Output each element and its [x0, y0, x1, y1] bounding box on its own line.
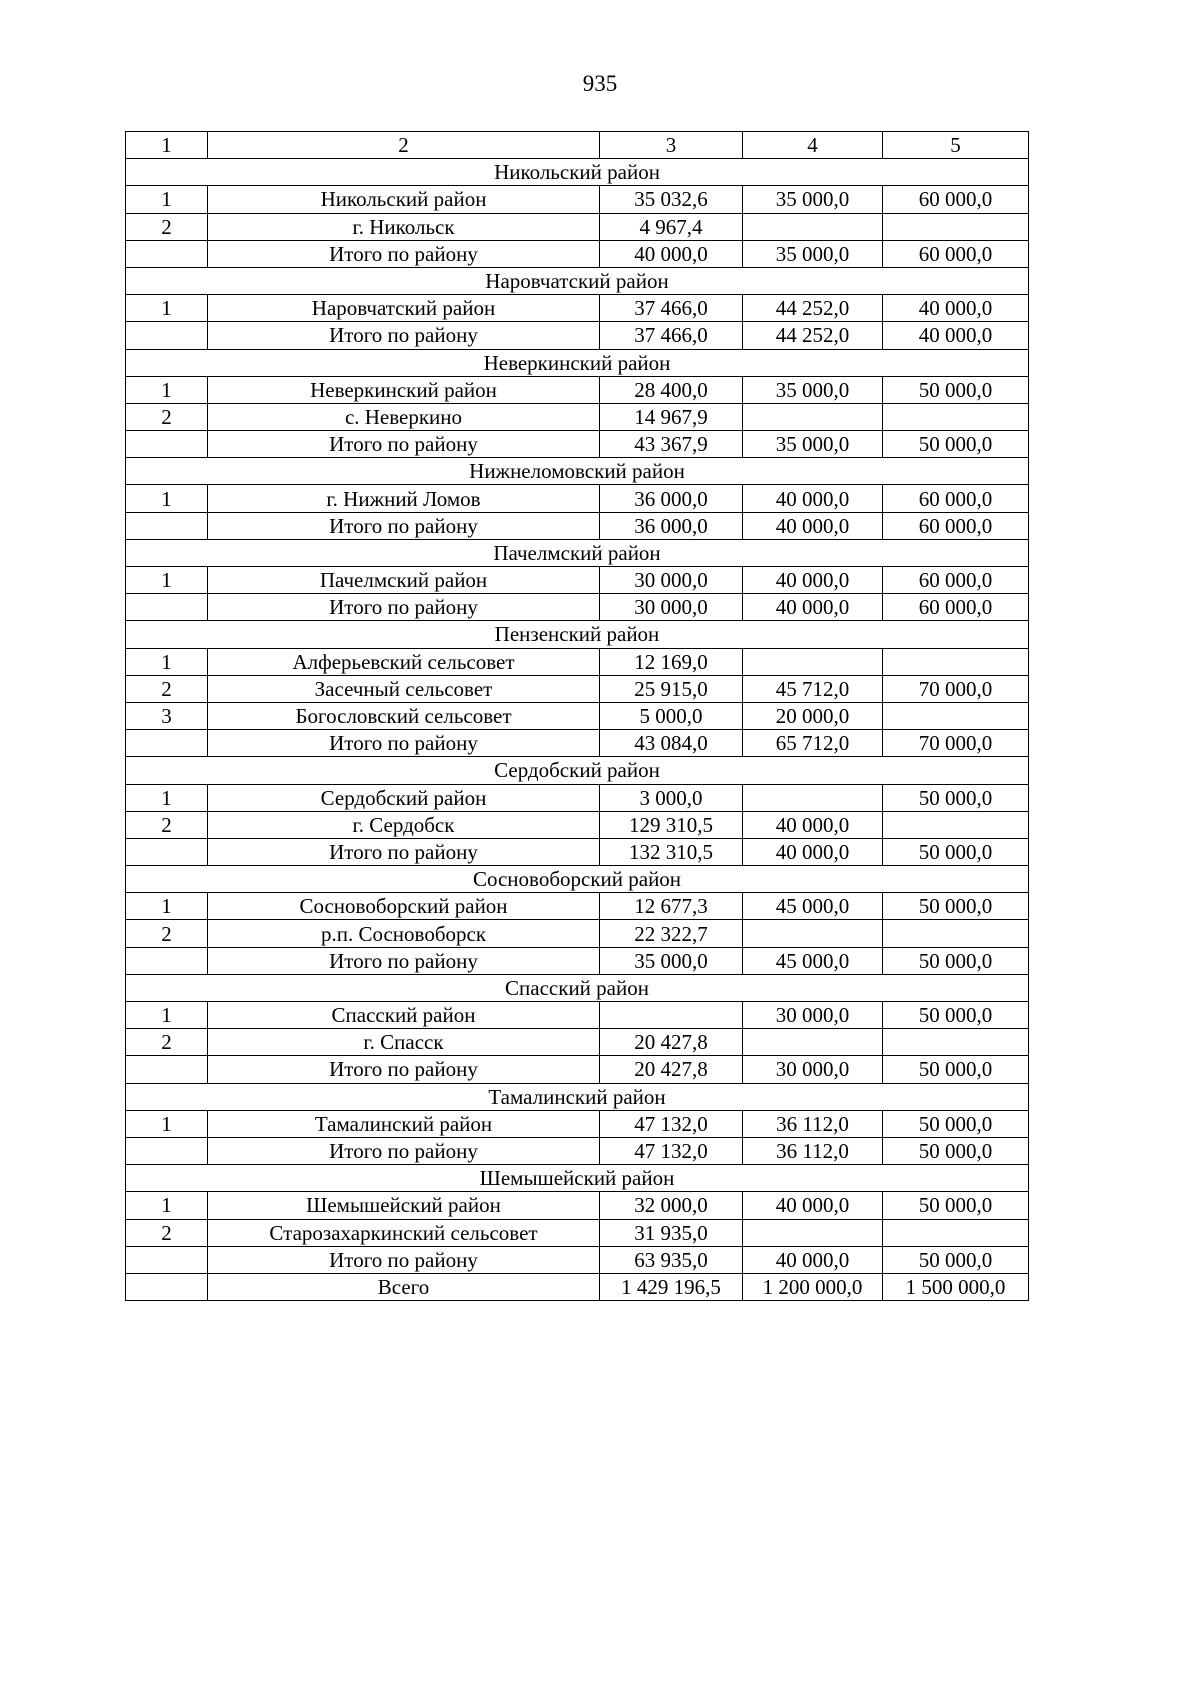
- subtotal-row: [126, 240, 1029, 267]
- table-cell-col-4: 40 000,0: [743, 567, 883, 594]
- table-cell-col-1: 1: [126, 648, 208, 675]
- table-cell-col-4: 45 000,0: [743, 893, 883, 920]
- table-cell-col-5: 50 000,0: [883, 1137, 1029, 1164]
- table-cell-col-5: [883, 811, 1029, 838]
- table-cell-col-4: [743, 213, 883, 240]
- section-title: Пачелмский район: [126, 539, 1029, 566]
- table-cell-col-5: 50 000,0: [883, 893, 1029, 920]
- table-cell-col-5: 50 000,0: [883, 431, 1029, 458]
- table-cell-col-2: Сердобский район: [208, 784, 600, 811]
- table-cell-col-2: Алферьевский сельсовет: [208, 648, 600, 675]
- table-row: [126, 648, 1029, 675]
- table-row: [126, 186, 1029, 213]
- table-cell-col-5: 60 000,0: [883, 186, 1029, 213]
- table-cell-col-2: р.п. Сосновоборск: [208, 920, 600, 947]
- table-cell-col-4: 40 000,0: [743, 838, 883, 865]
- section-title-row: [126, 159, 1029, 186]
- section-title-row: [126, 621, 1029, 648]
- table-cell-col-4: [743, 1219, 883, 1246]
- table-cell-col-3: 20 427,8: [600, 1056, 743, 1083]
- table-cell-col-5: 60 000,0: [883, 567, 1029, 594]
- section-title: Спасский район: [126, 974, 1029, 1001]
- table-cell-col-4: 35 000,0: [743, 186, 883, 213]
- table-cell-col-3: 12 169,0: [600, 648, 743, 675]
- table-cell-col-2: Итого по району: [208, 838, 600, 865]
- table-cell-col-2: г. Нижний Ломов: [208, 485, 600, 512]
- table-cell-col-2: г. Сердобск: [208, 811, 600, 838]
- table-cell-col-1: 1: [126, 1002, 208, 1029]
- table-cell-col-5: 50 000,0: [883, 838, 1029, 865]
- table-cell-col-4: 30 000,0: [743, 1056, 883, 1083]
- table-row: [126, 1002, 1029, 1029]
- table-row: [126, 784, 1029, 811]
- table-cell-col-5: 1 500 000,0: [883, 1273, 1029, 1300]
- table-cell-col-3: 37 466,0: [600, 322, 743, 349]
- table-cell-col-4: 45 000,0: [743, 947, 883, 974]
- table-cell-col-5: [883, 1029, 1029, 1056]
- table-cell-col-2: Итого по району: [208, 322, 600, 349]
- table-cell-col-4: 35 000,0: [743, 376, 883, 403]
- section-title: Сосновоборский район: [126, 866, 1029, 893]
- table-cell-col-3: 37 466,0: [600, 295, 743, 322]
- table-cell-col-3: 4 967,4: [600, 213, 743, 240]
- table-cell-col-5: [883, 920, 1029, 947]
- table-cell-col-4: 44 252,0: [743, 295, 883, 322]
- table-row: [126, 485, 1029, 512]
- table-cell-col-2: Итого по району: [208, 730, 600, 757]
- table-cell-col-1: 1: [126, 1110, 208, 1137]
- subtotal-row: [126, 1056, 1029, 1083]
- table-row: [126, 376, 1029, 403]
- table-cell-col-3: 47 132,0: [600, 1110, 743, 1137]
- table-cell-col-1: [126, 240, 208, 267]
- table-cell-col-1: 1: [126, 132, 208, 159]
- table-cell-col-5: 50 000,0: [883, 1246, 1029, 1273]
- table-cell-col-4: 40 000,0: [743, 512, 883, 539]
- table-cell-col-5: 70 000,0: [883, 675, 1029, 702]
- table-cell-col-3: 36 000,0: [600, 512, 743, 539]
- table-cell-col-3: 31 935,0: [600, 1219, 743, 1246]
- section-title-row: [126, 539, 1029, 566]
- section-title-row: [126, 974, 1029, 1001]
- district-table: [125, 131, 1029, 1301]
- table-cell-col-2: Никольский район: [208, 186, 600, 213]
- table-cell-col-1: [126, 730, 208, 757]
- table-cell-col-4: 45 712,0: [743, 675, 883, 702]
- subtotal-row: [126, 322, 1029, 349]
- table-row: [126, 295, 1029, 322]
- table-cell-col-2: Итого по району: [208, 512, 600, 539]
- table-cell-col-1: 2: [126, 213, 208, 240]
- table-cell-col-5: [883, 213, 1029, 240]
- subtotal-row: [126, 730, 1029, 757]
- table-cell-col-3: 47 132,0: [600, 1137, 743, 1164]
- table-cell-col-4: 40 000,0: [743, 1246, 883, 1273]
- table-cell-col-2: Пачелмский район: [208, 567, 600, 594]
- table-cell-col-5: 50 000,0: [883, 784, 1029, 811]
- table-cell-col-1: 2: [126, 811, 208, 838]
- table-cell-col-5: 60 000,0: [883, 485, 1029, 512]
- table-cell-col-3: 129 310,5: [600, 811, 743, 838]
- section-title-row: [126, 267, 1029, 294]
- page-number: 935: [582, 71, 618, 96]
- table-row: [126, 675, 1029, 702]
- table-row: [126, 920, 1029, 947]
- section-title-row: [126, 349, 1029, 376]
- grand-total-row: [126, 1273, 1029, 1300]
- table-cell-col-3: 35 000,0: [600, 947, 743, 974]
- table-row: [126, 403, 1029, 430]
- table-row: [126, 1219, 1029, 1246]
- section-title-row: [126, 1083, 1029, 1110]
- table-row: [126, 702, 1029, 729]
- table-cell-col-1: 2: [126, 920, 208, 947]
- table-cell-col-5: 50 000,0: [883, 1002, 1029, 1029]
- table-cell-col-4: 35 000,0: [743, 431, 883, 458]
- table-cell-col-3: 22 322,7: [600, 920, 743, 947]
- table-cell-col-1: 2: [126, 403, 208, 430]
- table-cell-col-5: 60 000,0: [883, 512, 1029, 539]
- table-cell-col-2: Итого по району: [208, 1056, 600, 1083]
- table-cell-col-3: 35 032,6: [600, 186, 743, 213]
- table-cell-col-3: 14 967,9: [600, 403, 743, 430]
- table-row: [126, 1029, 1029, 1056]
- table-cell-col-5: 60 000,0: [883, 240, 1029, 267]
- table-cell-col-4: 35 000,0: [743, 240, 883, 267]
- table-cell-col-1: 1: [126, 485, 208, 512]
- table-cell-col-4: 36 112,0: [743, 1137, 883, 1164]
- table-cell-col-1: [126, 1246, 208, 1273]
- table-cell-col-1: [126, 1056, 208, 1083]
- table-cell-col-5: [883, 648, 1029, 675]
- table-cell-col-3: [600, 1002, 743, 1029]
- table-cell-col-2: г. Спасск: [208, 1029, 600, 1056]
- table-cell-col-2: Всего: [208, 1273, 600, 1300]
- table-cell-col-2: Неверкинский район: [208, 376, 600, 403]
- section-title-row: [126, 1165, 1029, 1192]
- table-cell-col-2: с. Неверкино: [208, 403, 600, 430]
- table-cell-col-2: Засечный сельсовет: [208, 675, 600, 702]
- table-cell-col-1: 1: [126, 295, 208, 322]
- table-cell-col-5: 50 000,0: [883, 1110, 1029, 1137]
- table-cell-col-3: 1 429 196,5: [600, 1273, 743, 1300]
- table-row: [126, 213, 1029, 240]
- section-title-row: [126, 866, 1029, 893]
- table-cell-col-3: 25 915,0: [600, 675, 743, 702]
- table-cell-col-1: 1: [126, 784, 208, 811]
- table-cell-col-2: Шемышейский район: [208, 1192, 600, 1219]
- table-cell-col-4: [743, 403, 883, 430]
- table-cell-col-5: 40 000,0: [883, 322, 1029, 349]
- table-cell-col-3: 12 677,3: [600, 893, 743, 920]
- section-title: Шемышейский район: [126, 1165, 1029, 1192]
- table-cell-col-2: Итого по району: [208, 594, 600, 621]
- section-title: Никольский район: [126, 159, 1029, 186]
- table-cell-col-2: Итого по району: [208, 1246, 600, 1273]
- subtotal-row: [126, 838, 1029, 865]
- table-cell-col-5: 70 000,0: [883, 730, 1029, 757]
- table-cell-col-1: 2: [126, 675, 208, 702]
- table-cell-col-2: г. Никольск: [208, 213, 600, 240]
- table-cell-col-4: 20 000,0: [743, 702, 883, 729]
- table-cell-col-1: [126, 1137, 208, 1164]
- table-cell-col-2: Наровчатский район: [208, 295, 600, 322]
- table-cell-col-5: 50 000,0: [883, 376, 1029, 403]
- subtotal-row: [126, 1137, 1029, 1164]
- table-cell-col-2: Итого по району: [208, 947, 600, 974]
- subtotal-row: [126, 1246, 1029, 1273]
- table-cell-col-3: 40 000,0: [600, 240, 743, 267]
- table-cell-col-4: [743, 648, 883, 675]
- table-cell-col-1: 1: [126, 893, 208, 920]
- table-cell-col-2: Тамалинский район: [208, 1110, 600, 1137]
- table-cell-col-4: [743, 1029, 883, 1056]
- section-title: Тамалинский район: [126, 1083, 1029, 1110]
- table-cell-col-3: 43 367,9: [600, 431, 743, 458]
- table-row: [126, 1192, 1029, 1219]
- table-cell-col-3: 20 427,8: [600, 1029, 743, 1056]
- table-cell-col-5: 60 000,0: [883, 594, 1029, 621]
- table-row: [126, 1110, 1029, 1137]
- table-cell-col-1: [126, 431, 208, 458]
- table-cell-col-1: 1: [126, 1192, 208, 1219]
- table-cell-col-3: 3: [600, 132, 743, 159]
- table-cell-col-4: 40 000,0: [743, 1192, 883, 1219]
- table-cell-col-3: 30 000,0: [600, 567, 743, 594]
- table-cell-col-4: [743, 920, 883, 947]
- table-cell-col-3: 32 000,0: [600, 1192, 743, 1219]
- table-cell-col-3: 132 310,5: [600, 838, 743, 865]
- table-cell-col-3: 3 000,0: [600, 784, 743, 811]
- table-cell-col-4: 40 000,0: [743, 594, 883, 621]
- table-cell-col-3: 30 000,0: [600, 594, 743, 621]
- table-body: [126, 132, 1029, 1301]
- table-cell-col-2: Итого по району: [208, 1137, 600, 1164]
- subtotal-row: [126, 947, 1029, 974]
- table-cell-col-5: [883, 1219, 1029, 1246]
- table-cell-col-2: Спасский район: [208, 1002, 600, 1029]
- table-cell-col-5: [883, 702, 1029, 729]
- table-cell-col-5: 50 000,0: [883, 1192, 1029, 1219]
- section-title-row: [126, 458, 1029, 485]
- table-cell-col-1: 1: [126, 376, 208, 403]
- table-cell-col-1: 2: [126, 1219, 208, 1246]
- table-cell-col-5: 50 000,0: [883, 947, 1029, 974]
- table-cell-col-4: 40 000,0: [743, 811, 883, 838]
- table-cell-col-3: 5 000,0: [600, 702, 743, 729]
- table-cell-col-3: 63 935,0: [600, 1246, 743, 1273]
- table-cell-col-1: 1: [126, 186, 208, 213]
- table-cell-col-2: Сосновоборский район: [208, 893, 600, 920]
- table-cell-col-4: 1 200 000,0: [743, 1273, 883, 1300]
- table-cell-col-1: [126, 947, 208, 974]
- section-title: Неверкинский район: [126, 349, 1029, 376]
- subtotal-row: [126, 594, 1029, 621]
- table-header-row: [126, 132, 1029, 159]
- section-title: Сердобский район: [126, 757, 1029, 784]
- table-cell-col-2: Итого по району: [208, 240, 600, 267]
- table-cell-col-3: 43 084,0: [600, 730, 743, 757]
- table-cell-col-1: [126, 838, 208, 865]
- table-cell-col-5: [883, 403, 1029, 430]
- table-cell-col-5: 5: [883, 132, 1029, 159]
- table-cell-col-5: 50 000,0: [883, 1056, 1029, 1083]
- table-cell-col-1: [126, 512, 208, 539]
- table-cell-col-1: 2: [126, 1029, 208, 1056]
- table-cell-col-4: 44 252,0: [743, 322, 883, 349]
- table-cell-col-3: 28 400,0: [600, 376, 743, 403]
- table-cell-col-1: [126, 594, 208, 621]
- table-cell-col-3: 36 000,0: [600, 485, 743, 512]
- table-cell-col-4: [743, 784, 883, 811]
- table-cell-col-5: 40 000,0: [883, 295, 1029, 322]
- table-row: [126, 567, 1029, 594]
- table-cell-col-1: 3: [126, 702, 208, 729]
- table-cell-col-2: Старозахаркинский сельсовет: [208, 1219, 600, 1246]
- table-cell-col-1: [126, 322, 208, 349]
- section-title-row: [126, 757, 1029, 784]
- table-cell-col-4: 36 112,0: [743, 1110, 883, 1137]
- section-title: Пензенский район: [126, 621, 1029, 648]
- table-cell-col-4: 4: [743, 132, 883, 159]
- table-cell-col-2: 2: [208, 132, 600, 159]
- section-title: Нижнеломовский район: [126, 458, 1029, 485]
- table-cell-col-4: 30 000,0: [743, 1002, 883, 1029]
- subtotal-row: [126, 431, 1029, 458]
- table-cell-col-1: 1: [126, 567, 208, 594]
- table-cell-col-2: Богословский сельсовет: [208, 702, 600, 729]
- table-cell-col-4: 40 000,0: [743, 485, 883, 512]
- table-cell-col-2: Итого по району: [208, 431, 600, 458]
- table-cell-col-4: 65 712,0: [743, 730, 883, 757]
- subtotal-row: [126, 512, 1029, 539]
- section-title: Наровчатский район: [126, 267, 1029, 294]
- table-row: [126, 893, 1029, 920]
- table-row: [126, 811, 1029, 838]
- table-cell-col-1: [126, 1273, 208, 1300]
